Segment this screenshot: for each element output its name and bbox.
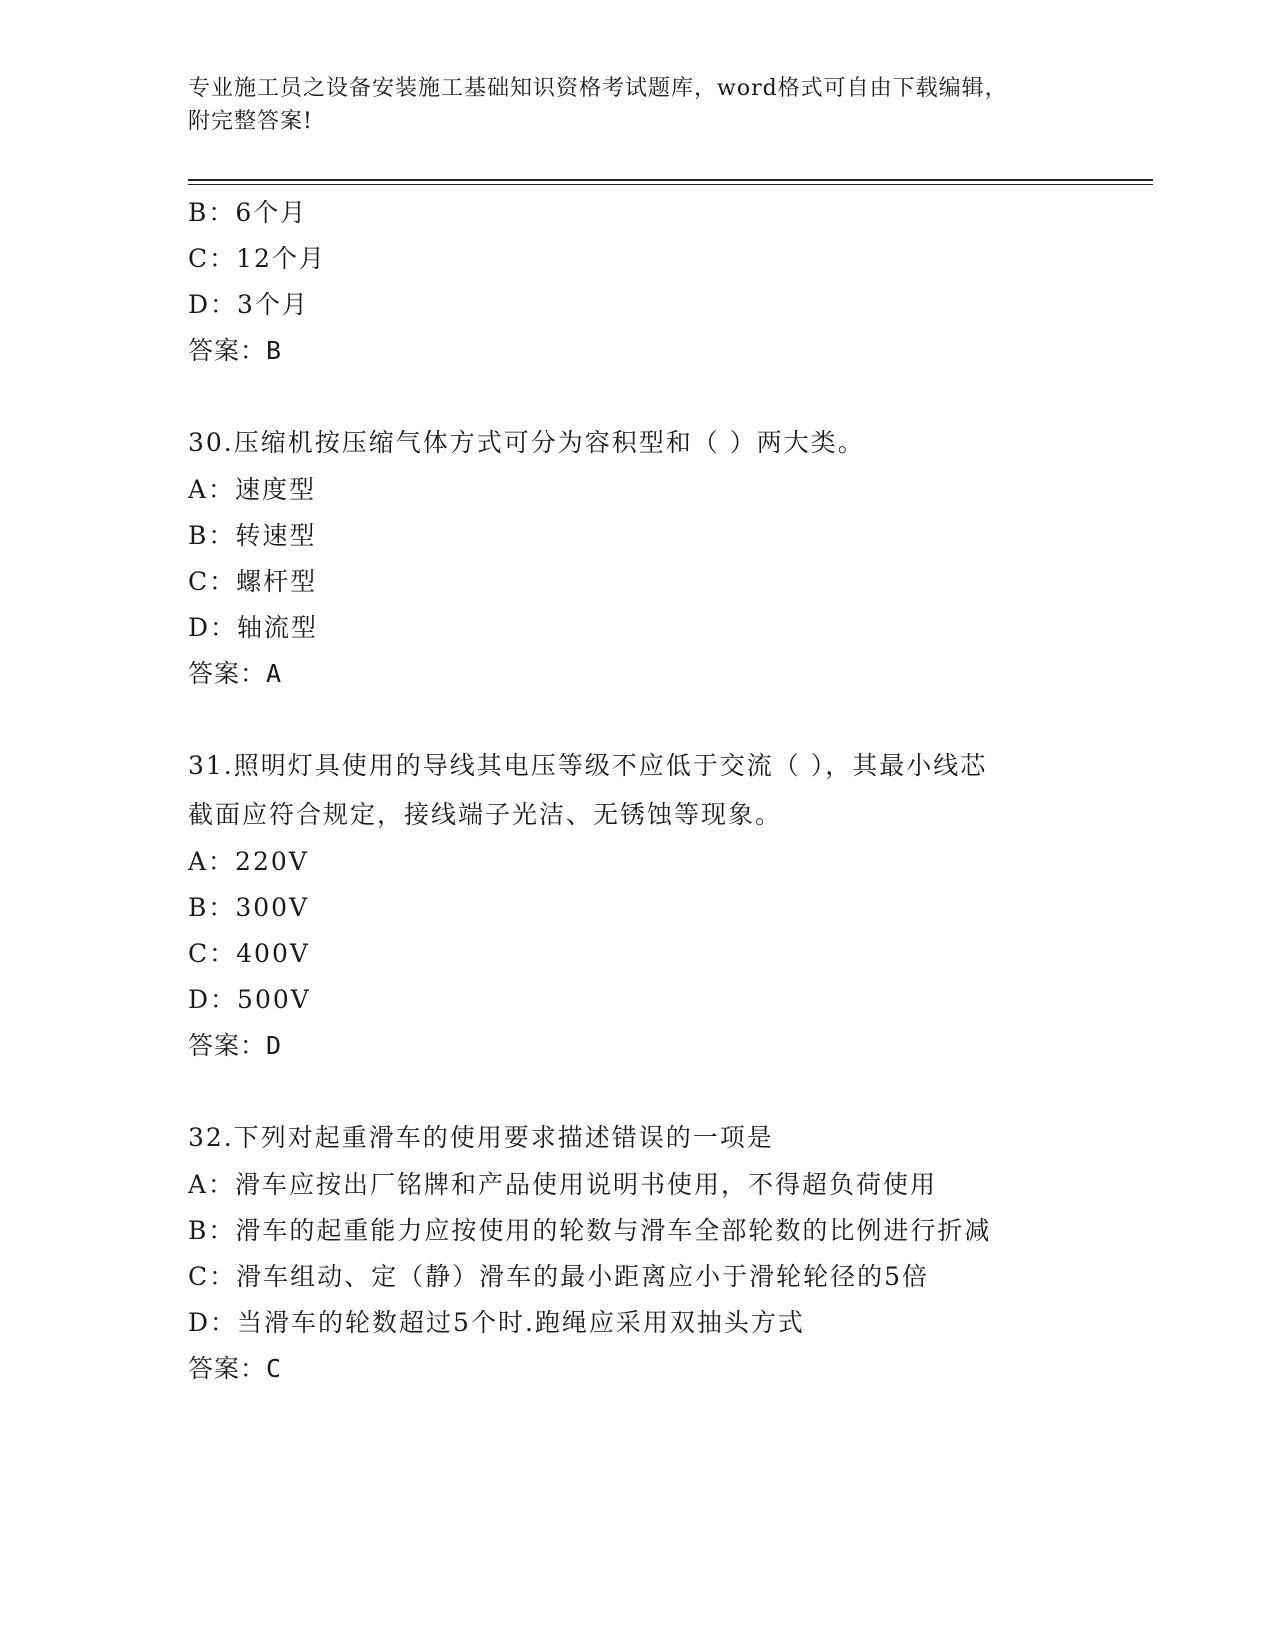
question-29-tail [188, 190, 1088, 374]
question-text: 32.下列对起重滑车的使用要求描述错误的一项是 [188, 1123, 774, 1152]
header-line-1: 专业施工员之设备安装施工基础知识资格考试题库，word格式可自由下载编辑， [188, 76, 1008, 101]
question-text: 30.压缩机按压缩气体方式可分为容积型和（ ）两大类。 [188, 428, 865, 457]
option-a: A：220V [188, 847, 309, 876]
option-c: C：400V [188, 939, 310, 968]
option-b: B：滑车的起重能力应按使用的轮数与滑车全部轮数的比例进行折减 [188, 1216, 992, 1245]
header-line-2: 附完整答案! [188, 109, 313, 134]
option-b: B：300V [188, 893, 310, 922]
question-31 [188, 741, 1088, 1069]
question-32 [188, 1113, 1088, 1392]
question-text-line-2: 截面应符合规定，接线端子光洁、无锈蚀等现象。 [188, 800, 783, 829]
option-a: A：速度型 [188, 475, 317, 504]
question-text-line-1: 31.照明灯具使用的导线其电压等级不应低于交流（ ），其最小线芯 [188, 751, 988, 780]
document-header [188, 72, 1088, 138]
option-d: D：3个月 [188, 290, 309, 319]
question-content [188, 190, 1088, 1392]
answer-line: 答案：C [188, 1354, 283, 1383]
option-d: D：500V [188, 985, 311, 1014]
header-rule-thin [188, 184, 1153, 185]
option-c: C：12个月 [188, 244, 326, 273]
answer-line: 答案：B [188, 336, 283, 365]
option-d: D：当滑车的轮数超过5个时.跑绳应采用双抽头方式 [188, 1308, 805, 1337]
option-c: C：螺杆型 [188, 567, 318, 596]
header-rule-thick [188, 179, 1153, 181]
question-30 [188, 418, 1088, 697]
answer-line: 答案：D [188, 1031, 283, 1060]
option-d: D：轴流型 [188, 613, 319, 642]
option-c: C：滑车组动、定（静）滑车的最小距离应小于滑轮轮径的5倍 [188, 1262, 930, 1291]
option-a: A：滑车应按出厂铭牌和产品使用说明书使用，不得超负荷使用 [188, 1170, 938, 1199]
option-b: B：转速型 [188, 521, 317, 550]
answer-line: 答案：A [188, 659, 283, 688]
option-b: B：6个月 [188, 198, 308, 227]
